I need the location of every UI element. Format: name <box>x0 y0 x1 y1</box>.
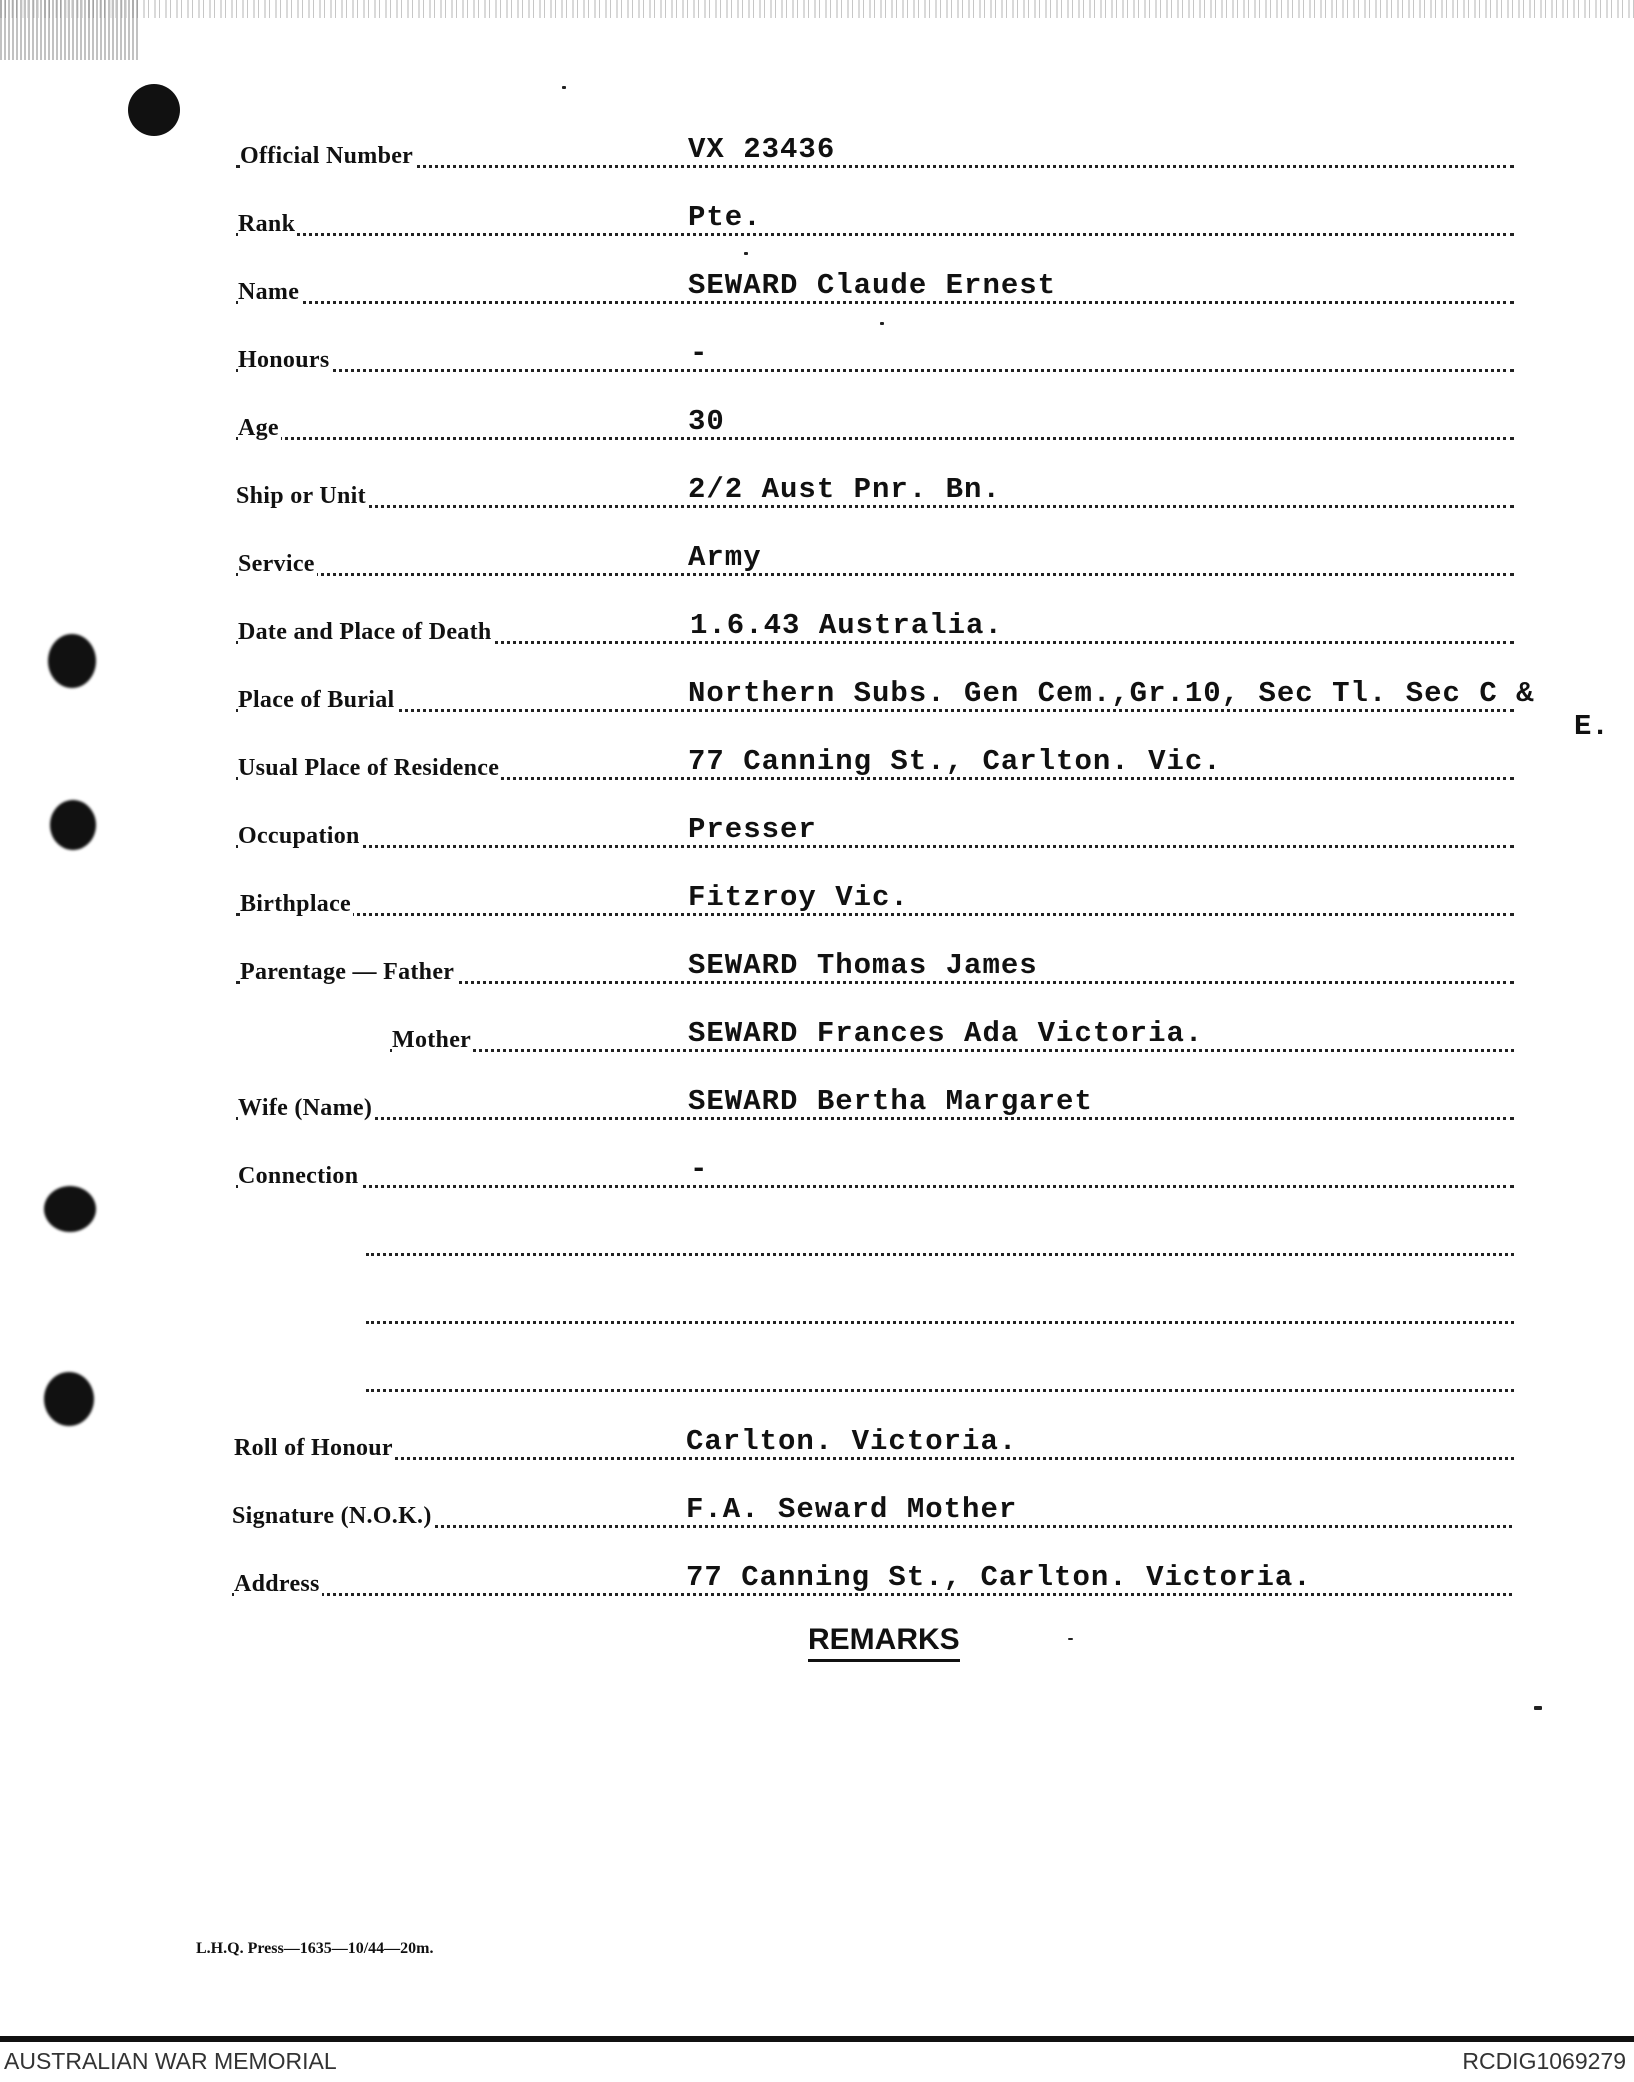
remarks-heading: REMARKS <box>808 1623 960 1662</box>
printer-imprint: L.H.Q. Press—1635—10/44—20m. <box>196 1940 434 1957</box>
scan-speck <box>562 86 566 89</box>
field-roll-of-honour <box>0 1425 1634 1468</box>
field-value: SEWARD Frances Ada Victoria. <box>688 1017 1204 1050</box>
field-value: Fitzroy Vic. <box>688 881 909 914</box>
field-ship-or-unit <box>0 473 1634 516</box>
field-value: F.A. Seward Mother <box>686 1493 1018 1526</box>
field-label: Address <box>234 1571 320 1597</box>
field-label: Service <box>238 551 315 577</box>
burial-overflow-text: E. <box>1574 710 1609 743</box>
scan-speck <box>880 322 884 325</box>
blank-line <box>0 1224 1634 1264</box>
punch-hole <box>128 84 180 136</box>
field-value: Carlton. Victoria. <box>686 1425 1018 1458</box>
field-label: Connection <box>238 1163 359 1189</box>
field-connection <box>0 1153 1634 1196</box>
field-label: Mother <box>392 1027 472 1053</box>
field-label: Name <box>238 279 300 305</box>
field-address <box>0 1561 1634 1604</box>
scan-speck <box>1068 1638 1073 1640</box>
field-place-of-burial <box>0 677 1634 720</box>
field-label: Ship or Unit <box>236 483 366 509</box>
field-label: Signature (N.O.K.) <box>232 1503 432 1529</box>
field-label: Occupation <box>238 823 360 849</box>
field-official-number <box>0 133 1634 176</box>
field-rank <box>0 201 1634 244</box>
field-value: SEWARD Bertha Margaret <box>688 1085 1093 1118</box>
field-value: Presser <box>688 813 817 846</box>
field-label: Roll of Honour <box>234 1435 393 1461</box>
field-label: Rank <box>238 211 296 237</box>
scan-noise <box>0 0 1634 18</box>
field-label: Place of Burial <box>238 687 395 713</box>
field-age <box>0 405 1634 448</box>
field-value: SEWARD Claude Ernest <box>688 269 1057 302</box>
field-date-place-of-death <box>0 609 1634 652</box>
field-label: Honours <box>238 347 330 373</box>
field-parentage-mother <box>0 1017 1634 1060</box>
field-value: 30 <box>688 405 725 438</box>
scan-noise-corner <box>0 0 140 60</box>
field-label: Age <box>238 415 279 441</box>
field-value: SEWARD Thomas James <box>688 949 1038 982</box>
field-value: - <box>690 1153 709 1186</box>
blank-line <box>0 1292 1634 1332</box>
field-occupation <box>0 813 1634 856</box>
blank-line <box>0 1360 1634 1400</box>
field-value: Army <box>688 541 762 574</box>
field-label: Wife (Name) <box>238 1095 373 1121</box>
field-label: Usual Place of Residence <box>238 755 500 781</box>
field-value: 1.6.43 Australia. <box>690 609 1003 642</box>
field-label: Birthplace <box>240 891 351 917</box>
field-usual-residence <box>0 745 1634 788</box>
field-value: Pte. <box>688 201 762 234</box>
field-parentage-father <box>0 949 1634 992</box>
field-signature-nok <box>0 1493 1634 1536</box>
field-honours <box>0 337 1634 380</box>
field-label: Official Number <box>240 143 414 169</box>
scan-speck <box>744 252 748 255</box>
field-value: - <box>690 337 709 370</box>
footer-rule <box>0 2036 1634 2042</box>
field-value: 77 Canning St., Carlton. Victoria. <box>686 1561 1312 1594</box>
scan-speck <box>1534 1706 1542 1710</box>
field-value: 77 Canning St., Carlton. Vic. <box>688 745 1222 778</box>
field-name <box>0 269 1634 312</box>
field-value: 2/2 Aust Pnr. Bn. <box>688 473 1001 506</box>
footer-record-id: RCDIG1069279 <box>1462 2048 1626 2074</box>
footer-archive-name: AUSTRALIAN WAR MEMORIAL <box>4 2048 337 2074</box>
field-label: Date and Place of Death <box>238 619 492 645</box>
field-value: Northern Subs. Gen Cem.,Gr.10, Sec Tl. Sec C & <box>688 677 1535 710</box>
field-value: VX 23436 <box>688 133 836 166</box>
field-label: Parentage — Father <box>240 959 455 985</box>
field-service <box>0 541 1634 584</box>
field-birthplace <box>0 881 1634 924</box>
field-wife-name <box>0 1085 1634 1128</box>
